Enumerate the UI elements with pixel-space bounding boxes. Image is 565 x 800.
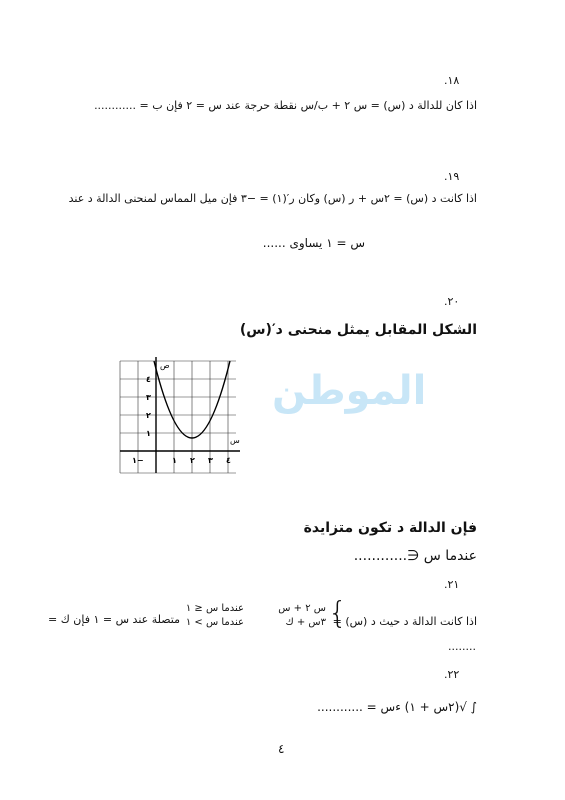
question-21-lead: اذا كانت الدالة د حيث د (س) =	[332, 615, 477, 628]
question-22-text: ∫ √(٢س + ١) ءس = ............	[317, 700, 477, 714]
graph-x-tick: ١−	[132, 456, 144, 465]
question-20-number: .٢٠	[444, 295, 460, 308]
piecewise-case2-expr: ٣س + ك	[285, 617, 326, 628]
graph-y-label: ص	[160, 361, 170, 370]
question-21-number: .٢١	[444, 578, 460, 591]
question-19-line1: اذا كانت د (س) = ٢س + ر (س) وكان ر′(١) = −٣ فإن ميل المماس لمنحنى الدالة د عند	[68, 192, 477, 205]
piecewise-brace: {	[328, 596, 348, 631]
question-21-tail: متصلة عند س = ١ فإن ك =	[48, 613, 180, 626]
graph-y-tick: ٣	[146, 393, 151, 402]
question-18-text: اذا كان للدالة د (س) = س ٢ + ب/س نقطة حرجة عند س = ٢ فإن ب = ............	[94, 99, 477, 112]
page-number: ٤	[278, 742, 285, 756]
question-19-line2: س = ١ يساوى ......	[262, 236, 365, 250]
watermark-logo: الموطن	[272, 368, 427, 414]
piecewise-case1-expr: س ٢ + س	[278, 603, 326, 614]
question-20-line3: عندما س ∈............	[353, 548, 477, 564]
piecewise-case1-cond: عندما س ≤ ١	[185, 603, 244, 614]
graph-x-label: س	[230, 436, 240, 445]
graph-x-tick: ٣	[208, 456, 213, 465]
piecewise-case2-cond: عندما س > ١	[185, 617, 244, 628]
question-18-number: .١٨	[444, 74, 460, 87]
question-22-number: .٢٢	[444, 668, 460, 681]
question-20-line1: الشكل المقابل يمثل منحنى د′(س)	[239, 322, 477, 338]
graph-y-tick: ١	[146, 429, 151, 438]
derivative-graph	[118, 355, 248, 485]
question-20-line2: فإن الدالة د تكون متزايدة	[303, 520, 477, 536]
graph-y-tick: ٤	[146, 375, 151, 384]
question-19-number: .١٩	[444, 170, 460, 183]
graph-y-tick: ٢	[146, 411, 151, 420]
graph-x-tick: ٤	[226, 456, 231, 465]
graph-x-tick: ٢	[190, 456, 195, 465]
question-21-dots: ........	[448, 640, 476, 653]
graph-x-tick: ١	[172, 456, 177, 465]
